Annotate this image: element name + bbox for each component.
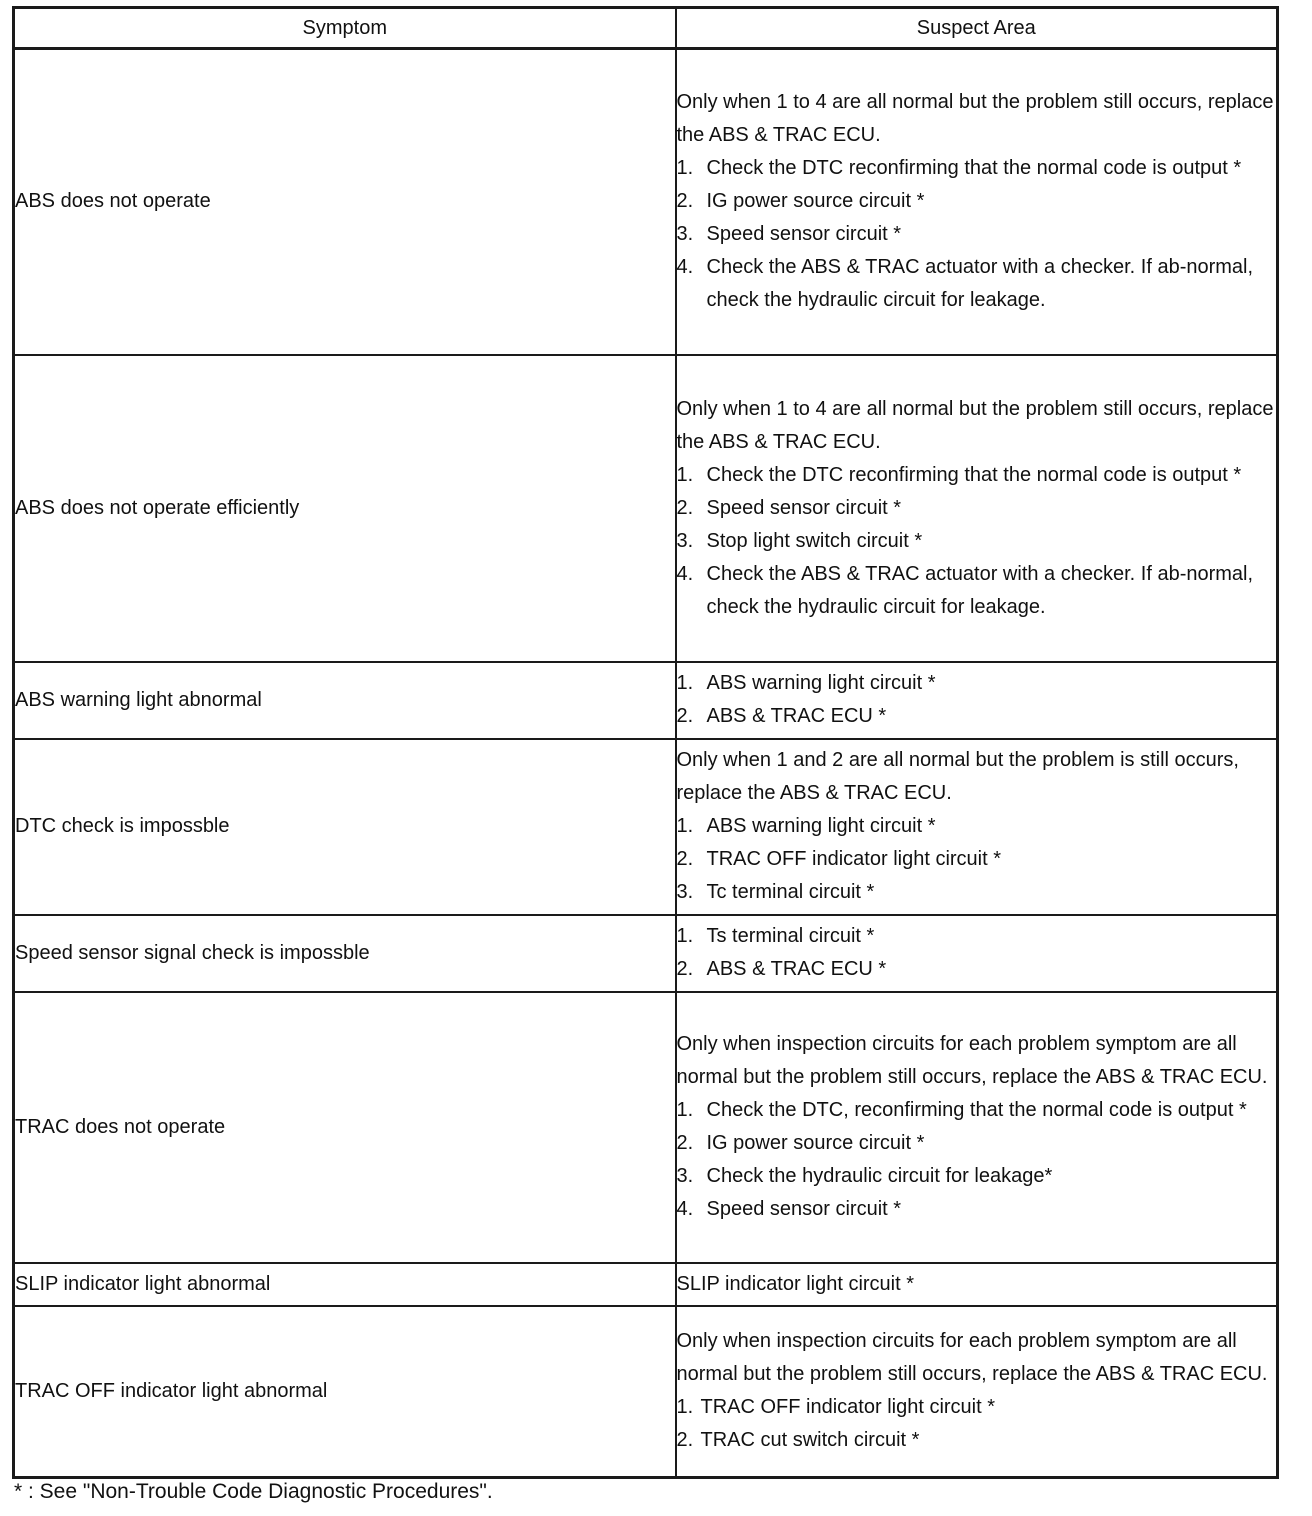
suspect-area-cell <box>676 992 1278 1263</box>
list-item <box>677 810 1277 843</box>
item-text: ABS & TRAC ECU * <box>706 958 887 980</box>
list-item <box>677 185 1277 218</box>
item-text: Speed sensor circuit * <box>706 1198 902 1220</box>
list-item <box>677 920 1277 953</box>
list-item <box>677 525 1277 558</box>
item-text: IG power source circuit * <box>706 1132 925 1154</box>
item-number: 1. <box>676 672 694 694</box>
table-row <box>14 1306 1278 1478</box>
list-item <box>677 251 1277 317</box>
item-text: Stop light switch circuit * <box>706 529 923 552</box>
list-item <box>677 667 1277 700</box>
item-number: 4. <box>676 562 694 585</box>
item-number: 3. <box>676 1165 694 1187</box>
item-text: Check the DTC, reconfirming that the normal code is output * <box>706 1099 1247 1121</box>
table-body <box>14 49 1278 1478</box>
suspect-area-intro: Only when 1 to 4 are all normal but the problem still occurs, replace the ABS & TRAC ECU. <box>676 91 1274 147</box>
item-text: Speed sensor circuit * <box>706 496 902 519</box>
item-text: Tc terminal circuit * <box>706 881 875 903</box>
suspect-area-cell <box>676 1306 1278 1478</box>
list-item <box>677 1127 1277 1160</box>
item-text: ABS warning light circuit * <box>706 672 936 694</box>
suspect-area-intro: SLIP indicator light circuit * <box>676 1272 915 1295</box>
symptom-column-header: Symptom <box>14 8 676 49</box>
table-row <box>14 992 1278 1263</box>
item-number: 2. <box>676 705 694 727</box>
item-text: Ts terminal circuit * <box>706 925 875 947</box>
table-row <box>14 49 1278 355</box>
suspect-area-cell <box>676 739 1278 915</box>
item-text: Check the ABS & TRAC actuator with a checker. If ab-normal, check the hydraulic circuit for leakage. <box>706 256 1254 312</box>
list-item <box>677 700 1277 733</box>
symptom-cell: ABS does not operate <box>14 49 676 355</box>
item-number: 2. <box>676 1429 694 1452</box>
symptom-cell: DTC check is impossble <box>14 739 676 915</box>
symptom-cell: SLIP indicator light abnormal <box>14 1263 676 1306</box>
item-number: 4. <box>676 1198 694 1220</box>
table-row <box>14 739 1278 915</box>
item-number: 1. <box>676 815 694 837</box>
problem-symptoms-table <box>12 6 1279 1479</box>
item-text: Check the DTC reconfirming that the normal code is output * <box>706 463 1242 486</box>
list-item <box>677 1193 1277 1226</box>
list-item <box>677 218 1277 251</box>
list-item <box>677 152 1277 185</box>
item-number: 2. <box>676 190 694 213</box>
item-text: TRAC OFF indicator light circuit * <box>706 848 1002 870</box>
table-row <box>14 1263 1278 1306</box>
list-item <box>677 953 1277 986</box>
list-item <box>677 459 1277 492</box>
suspect-area-intro: Only when inspection circuits for each problem symptom are all normal but the problem still occurs, replace the ABS & TRAC ECU. <box>676 1330 1268 1386</box>
symptom-cell: ABS does not operate efficiently <box>14 355 676 662</box>
item-text: TRAC OFF indicator light circuit * <box>700 1396 996 1419</box>
table-row <box>14 355 1278 662</box>
suspect-area-cell <box>676 662 1278 739</box>
suspect-area-cell <box>676 1263 1278 1306</box>
item-text: Check the hydraulic circuit for leakage* <box>706 1165 1053 1187</box>
item-number: 1. <box>676 925 694 947</box>
item-text: Speed sensor circuit * <box>706 223 902 246</box>
item-text: Check the ABS & TRAC actuator with a checker. If ab-normal, check the hydraulic circuit for leakage. <box>706 562 1254 618</box>
item-number: 3. <box>676 881 694 903</box>
list-item <box>677 558 1277 624</box>
suspect-area-intro: Only when 1 and 2 are all normal but the problem is still occurs, replace the ABS & TRAC ECU. <box>676 749 1239 804</box>
suspect-area-cell <box>676 355 1278 662</box>
list-item <box>677 876 1277 909</box>
item-number: 3. <box>676 223 694 246</box>
item-number: 1. <box>676 1099 694 1121</box>
item-text: TRAC cut switch circuit * <box>700 1429 920 1452</box>
symptom-cell: TRAC does not operate <box>14 992 676 1263</box>
item-number: 2. <box>676 848 694 870</box>
item-text: ABS warning light circuit * <box>706 815 936 837</box>
symptom-cell: TRAC OFF indicator light abnormal <box>14 1306 676 1478</box>
table-row <box>14 662 1278 739</box>
item-text: ABS & TRAC ECU * <box>706 705 887 727</box>
suspect-area-cell <box>676 49 1278 355</box>
item-number: 1. <box>676 157 694 180</box>
footnote: * : See "Non-Trouble Code Diagnostic Procedures". <box>14 1480 493 1503</box>
symptom-cell: ABS warning light abnormal <box>14 662 676 739</box>
item-number: 2. <box>676 496 694 519</box>
item-number: 2. <box>676 1132 694 1154</box>
item-number: 3. <box>676 529 694 552</box>
item-number: 1. <box>676 463 694 486</box>
list-item <box>677 1160 1277 1193</box>
item-number: 4. <box>676 256 694 279</box>
item-number: 2. <box>676 958 694 980</box>
list-item <box>677 1424 1277 1457</box>
suspect-area-intro: Only when inspection circuits for each problem symptom are all normal but the problem still occurs, replace the ABS & TRAC ECU. <box>676 1033 1268 1088</box>
list-item <box>677 492 1277 525</box>
table-header-row <box>14 8 1278 49</box>
diagnosis-table-container <box>12 6 1276 1479</box>
symptom-cell: Speed sensor signal check is impossble <box>14 915 676 992</box>
item-number: 1. <box>676 1396 694 1419</box>
suspect-area-intro: Only when 1 to 4 are all normal but the problem still occurs, replace the ABS & TRAC ECU. <box>676 397 1274 453</box>
item-text: IG power source circuit * <box>706 190 925 213</box>
list-item <box>677 1391 1277 1424</box>
list-item <box>677 843 1277 876</box>
suspect-area-cell <box>676 915 1278 992</box>
item-text: Check the DTC reconfirming that the normal code is output * <box>706 157 1242 180</box>
list-item <box>677 1094 1277 1127</box>
table-row <box>14 915 1278 992</box>
suspect-area-column-header: Suspect Area <box>676 8 1278 49</box>
